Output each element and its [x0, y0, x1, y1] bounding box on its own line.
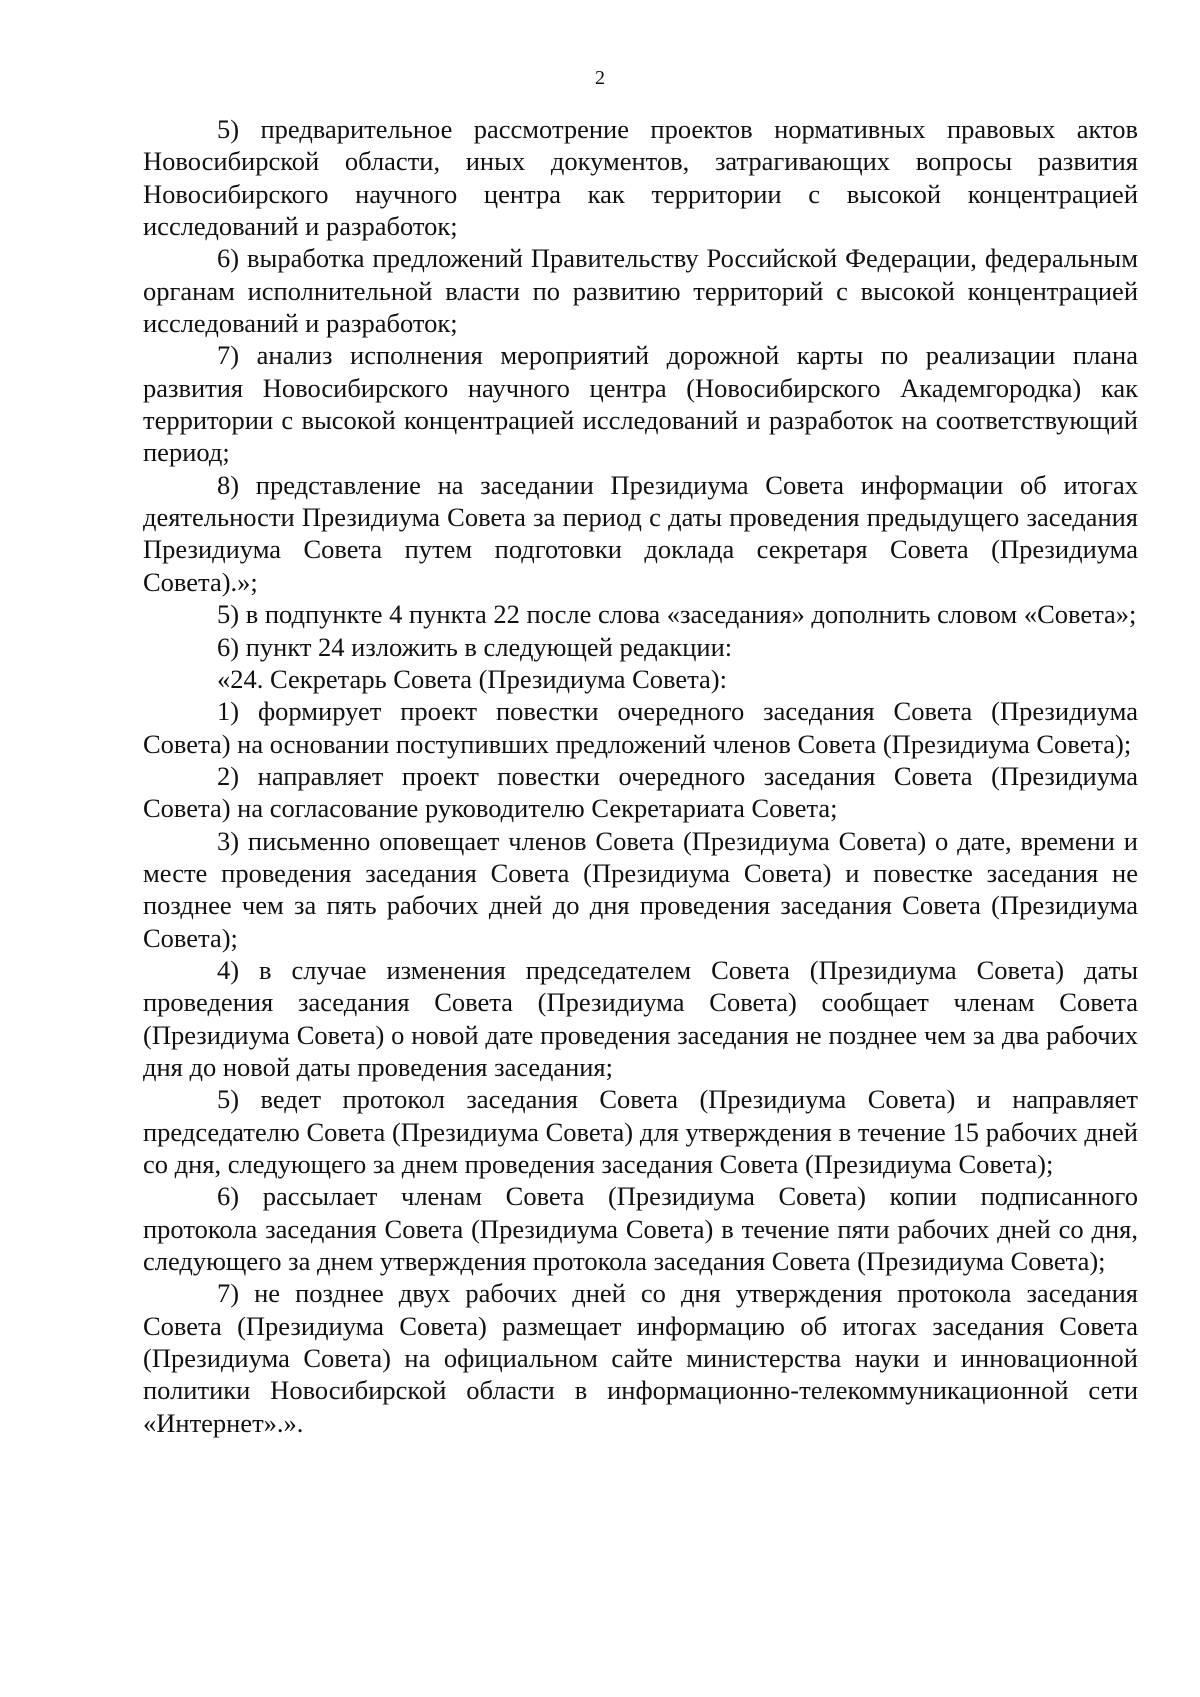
paragraph: 5) в подпункте 4 пункта 22 после слова «заседания» дополнить словом «Совета»;	[217, 599, 1137, 630]
paragraph: 6) выработка предложений Правительству Российской Федерации, федеральным органам исполнительной власти по развитию территорий с высокой концентрацией исследований и разработок;	[143, 243, 1138, 339]
document-body	[143, 113, 1138, 1439]
paragraph: 4) в случае изменения председателем Совета (Президиума Совета) даты проведения заседания Совета (Президиума Совета) сообщает членам Совета (Президиума Совета) о новой дате проведения заседания не позднее чем за два рабочих дня до новой даты проведения заседания;	[143, 954, 1138, 1082]
paragraph: 6) пункт 24 изложить в следующей редакции:	[217, 631, 733, 662]
paragraph: 7) не позднее двух рабочих дней со дня утверждения протокола заседания Совета (Президиума Совета) размещает информацию об итогах заседания Совета (Президиума Совета) на официальном сайте министерства науки и инновационной политики Новосибирской области в информационно-телекоммуникационной сети «Интернет».».	[143, 1278, 1138, 1438]
paragraph: 7) анализ исполнения мероприятий дорожной карты по реализации плана развития Новосибирского научного центра (Новосибирского Академгородка) как территории с высокой концентрацией исследований и разработок на соответствующий период;	[143, 340, 1138, 468]
paragraph: 5) предварительное рассмотрение проектов нормативных правовых актов Новосибирской области, иных документов, затрагивающих вопросы развития Новосибирского научного центра как территории с высокой концентрацией исследований и разработок;	[143, 114, 1138, 242]
page-number: 2	[595, 67, 605, 89]
paragraph: 8) представление на заседании Президиума Совета информации об итогах деятельности Президиума Совета за период с даты проведения предыдущего заседания Президиума Совета путем подготовки доклада секретаря Совета (Президиума Совета).»;	[143, 469, 1138, 597]
paragraph: 2) направляет проект повестки очередного заседания Совета (Президиума Совета) на согласование руководителю Секретариата Совета;	[143, 760, 1138, 824]
paragraph: 3) письменно оповещает членов Совета (Президиума Совета) о дате, времени и месте проведения заседания Совета (Президиума Совета) и повестке заседания не позднее чем за пять рабочих дней до дня проведения заседания Совета (Президиума Совета);	[143, 825, 1138, 953]
paragraph: 5) ведет протокол заседания Совета (Президиума Совета) и направляет председателю Совета (Президиума Совета) для утверждения в течение 15 рабочих дней со дня, следующего за днем проведения заседания Совета (Президиума Совета);	[143, 1084, 1138, 1179]
paragraph: 6) рассылает членам Совета (Президиума Совета) копии подписанного протокола заседания Совета (Президиума Совета) в течение пяти рабочих дней со дня, следующего за днем утверждения протокола заседания Совета (Президиума Совета);	[143, 1181, 1138, 1277]
paragraph: 1) формирует проект повестки очередного заседания Совета (Президиума Совета) на основании поступивших предложений членов Совета (Президиума Совета);	[143, 696, 1138, 759]
paragraph: «24. Секретарь Совета (Президиума Совета):	[217, 663, 727, 694]
